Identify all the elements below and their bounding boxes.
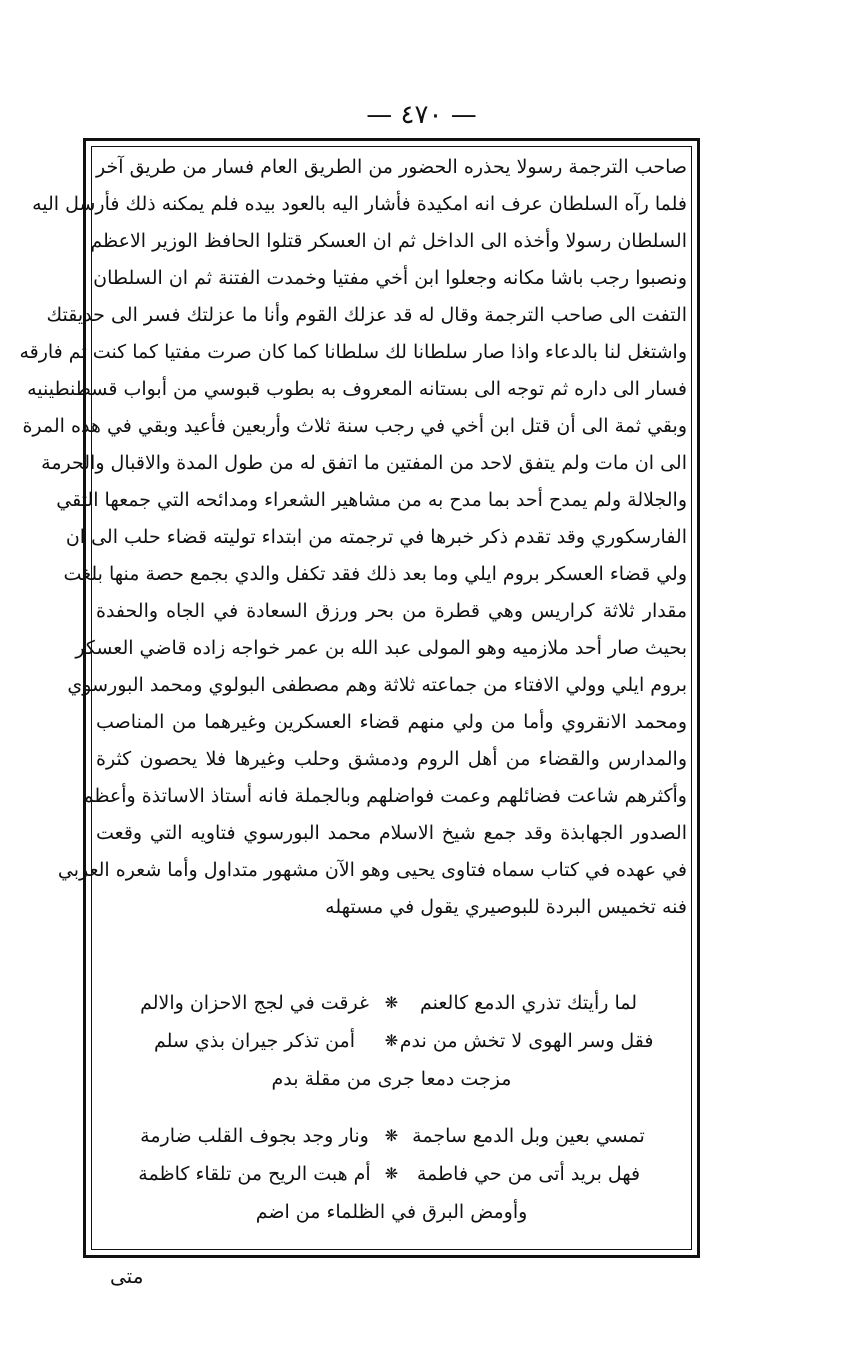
text-line: وبقي ثمة الى أن قتل ابن أخي في رجب سنة ثلاث وأربعين فأعيد وبقي في هذه المرة [22, 415, 687, 437]
text-line: في عهده في كتاب سماه فتاوى يحيى وهو الآن مشهور متداول وأما شعره العربي [57, 859, 687, 881]
text-line: السلطان رسولا وأخذه الى الداخل ثم ان العسكر قتلوا الحافظ الوزير الاعظم [90, 230, 687, 252]
poem-verse [96, 1022, 687, 1060]
text-line: مقدار ثلاثة كراريس وهي قطرة من بحر ورزق السعادة في الجاه والحفدة [96, 600, 687, 622]
poem-tail-line: مزجت دمعا جرى من مقلة بدم [271, 1068, 512, 1090]
hemistich-second: أم هبت الريح من تلقاء كاظمة [138, 1163, 371, 1185]
hemistich-second: أمن تذكر جيران بذي سلم [153, 1030, 356, 1052]
poem-stanza-2 [96, 1117, 687, 1231]
verse-separator-icon: ❋ [384, 1164, 399, 1183]
body-text [19, 149, 687, 926]
poem-tail-line: وأومض البرق في الظلماء من اضم [255, 1201, 528, 1223]
hemistich-second: غرقت في لجج الاحزان والالم [140, 992, 369, 1014]
hemistich-first: فقل وسر الهوى لا تخش من ندم [399, 1030, 654, 1052]
text-line: فلما رآه السلطان عرف انه امكيدة فأشار اليه بالعود بيده فلم يمكنه ذلك فأرسل اليه [32, 193, 687, 215]
text-line: بروم ايلي وولي الافتاء من جماعته ثلاثة وهم مصطفى البولوي ومحمد البورسوي [67, 674, 687, 696]
text-line: الى ان مات ولم يتفق لاحد من المفتين ما اتفق له من طول المدة والاقبال والحرمة [41, 452, 687, 474]
text-line: ومحمد الانقروي وأما من ولي منهم قضاء العسكرين وغيرهما من المناصب [96, 711, 687, 733]
text-line: والجلالة ولم يمدح أحد بما مدح به من مشاهير الشعراء ومدائحه التي جمعها التقي [56, 489, 687, 511]
text-line: صاحب الترجمة رسولا يحذره الحضور من الطريق العام فسار من طريق آخر [96, 156, 687, 178]
verse-separator-icon: ❋ [384, 993, 399, 1012]
text-line: فسار الى داره ثم توجه الى بستانه المعروف به بطوب قبوسي من أبواب قسطنطينيه [27, 378, 687, 400]
text-line: الصدور الجهابذة وقد جمع شيخ الاسلام محمد البورسوي فتاويه التي وقعت [96, 822, 687, 844]
hemistich-first: تمسي بعين وبل الدمع ساجمة [412, 1125, 645, 1147]
poem-verse [96, 1117, 687, 1155]
poem-verse [96, 1155, 687, 1193]
text-line: الفارسكوري وقد تقدم ذكر خبرها في ترجمته من ابتداء توليته قضاء حلب الى ان [65, 526, 687, 548]
poem-verse [96, 984, 687, 1022]
text-line: التفت الى صاحب الترجمة وقال له قد عزلك القوم وأنا ما عزلتك فسر الى حديقتك [46, 304, 687, 326]
verse-separator-icon: ❋ [384, 1126, 399, 1145]
catchword: متى [110, 1264, 144, 1288]
hemistich-first: فهل بريد أتى من حي فاطمة [416, 1163, 641, 1185]
page-number: — ٤٧٠ — [366, 100, 477, 130]
text-line: بحيث صار أحد ملازميه وهو المولى عبد الله بن عمر خواجه زاده قاضي العسكر [75, 637, 687, 659]
text-line: والمدارس والقضاء من أهل الروم ودمشق وحلب وغيرها فلا يحصون كثرة [96, 748, 687, 770]
text-line: واشتغل لنا بالدعاء واذا صار سلطانا لك سلطانا كما كان صرت مفتيا كما كنت ثم فارقه [19, 341, 687, 363]
text-line: وأكثرهم شاعت فضائلهم وعمت فواضلهم وبالجملة فانه أستاذ الاساتذة وأعظم [81, 785, 687, 807]
hemistich-second: ونار وجد بجوف القلب ضارمة [140, 1125, 369, 1147]
text-line: ولي قضاء العسكر بروم ايلي وما بعد ذلك فقد تكفل والدي بجمع حصة منها بلغت [63, 563, 687, 585]
text-line: ونصبوا رجب باشا مكانه وجعلوا ابن أخي مفتيا وخمدت الفتنة ثم ان السلطان [93, 267, 687, 289]
poem-stanza-1 [96, 984, 687, 1098]
verse-separator-icon: ❋ [384, 1031, 399, 1050]
hemistich-first: لما رأيتك تذري الدمع كالعنم [419, 992, 637, 1014]
text-frame [19, 138, 700, 1258]
text-line: فنه تخميس البردة للبوصيري يقول في مستهله [325, 896, 687, 918]
